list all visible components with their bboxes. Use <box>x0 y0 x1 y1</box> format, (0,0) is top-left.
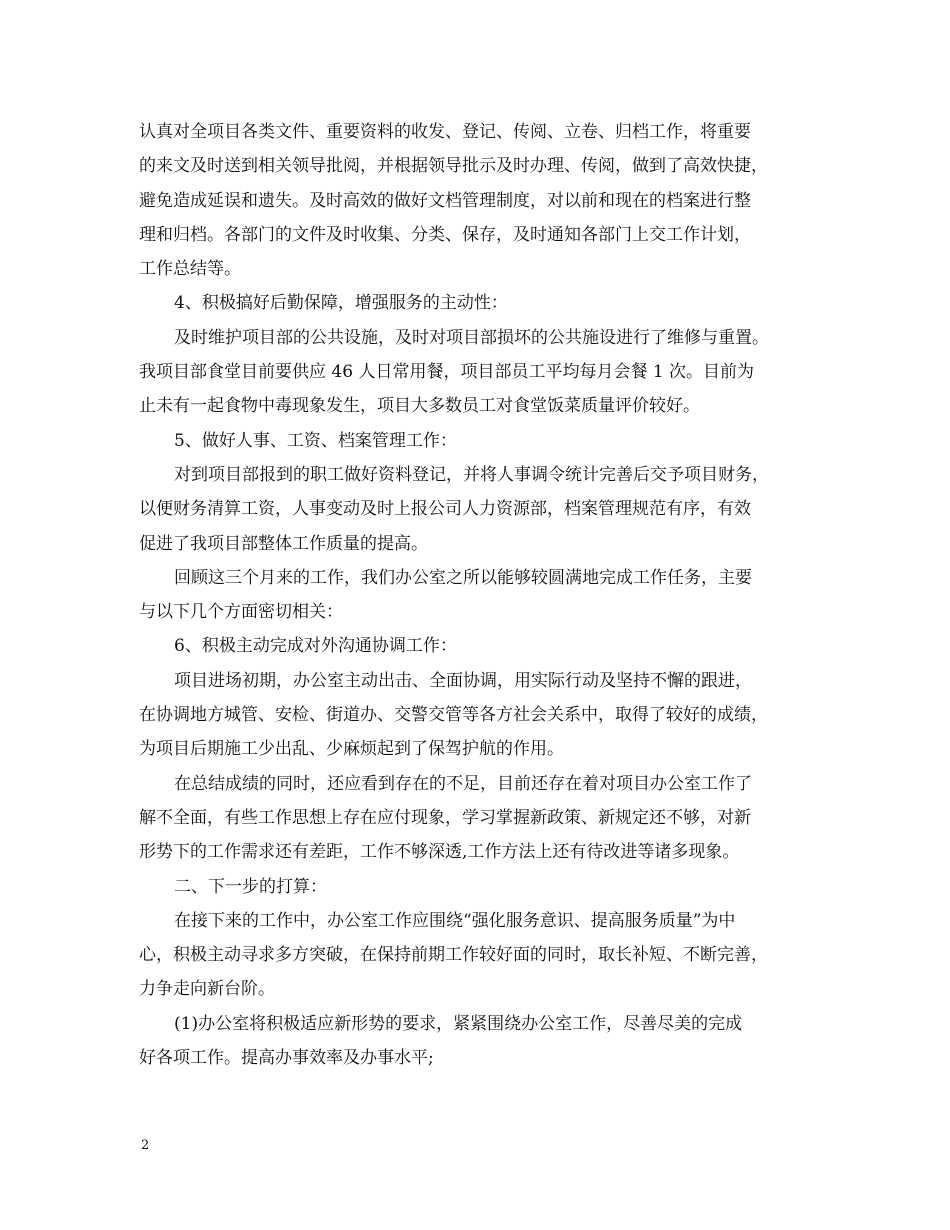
text-line: 的来文及时送到相关领导批阅，并根据领导批示及时办理、传阅，做到了高效快捷， <box>139 156 768 177</box>
text-line: 在总结成绩的同时，还应看到存在的不足，目前还存在着对项目办公室工作了 <box>174 773 752 794</box>
text-line: 以便财务清算工资，人事变动及时上报公司人力资源部，档案管理规范有序，有效 <box>139 499 751 520</box>
text-line: 在协调地方城管、安检、街道办、交警交管等各方社会关系中，取得了较好的成绩， <box>139 705 768 726</box>
text-line: 与以下几个方面密切相关： <box>139 602 343 623</box>
text-line: 解不全面，有些工作思想上存在应付现象，学习掌握新政策、新规定还不够，对新 <box>139 807 751 828</box>
text-line: 为项目后期施工少出乱、少麻烦起到了保驾护航的作用。 <box>139 739 564 760</box>
text-line: 及时维护项目部的公共设施，及时对项目部损坏的公共施设进行了维修与重置。 <box>174 327 769 348</box>
text-line: 好各项工作。提高办事效率及办事水平; <box>139 1048 434 1069</box>
document-body <box>139 115 819 1075</box>
text-line: 我项目部食堂目前要供应 46 人日常用餐，项目部员工平均每月会餐 1 次。目前为 <box>139 362 755 383</box>
text-line: 避免造成延误和遗失。及时高效的做好文档管理制度，对以前和现在的档案进行整 <box>139 190 751 211</box>
text-line: 心，积极主动寻求多方突破，在保持前期工作较好面的同时，取长补短、不断完善， <box>139 945 768 966</box>
text-line: (1)办公室将积极适应新形势的要求，紧紧围绕办公室工作，尽善尽美的完成 <box>174 1013 743 1034</box>
text-line: 4、积极搞好后勤保障，增强服务的主动性： <box>174 293 508 314</box>
text-line: 5、做好人事、工资、档案管理工作： <box>174 430 457 451</box>
text-line: 止未有一起食物中毒现象发生，项目大多数员工对食堂饭菜质量评价较好。 <box>139 396 700 417</box>
text-line: 认真对全项目各类文件、重要资料的收发、登记、传阅、立卷、归档工作，将重要 <box>139 122 751 142</box>
text-line: 6、积极主动完成对外沟通协调工作： <box>174 636 457 657</box>
text-line: 形势下的工作需求还有差距，工作不够深透,工作方法上还有待改进等诸多现象。 <box>139 842 740 863</box>
text-line: 项目进场初期，办公室主动出击、全面协调，用实际行动及坚持不懈的跟进， <box>174 670 752 691</box>
page-number: 2 <box>141 1138 150 1153</box>
text-line: 工作总结等。 <box>139 259 241 280</box>
text-line: 对到项目部报到的职工做好资料登记，并将人事调令统计完善后交予项目财务， <box>174 464 769 485</box>
text-line: 理和归档。各部门的文件及时收集、分类、保存，及时通知各部门上交工作计划， <box>139 224 751 245</box>
text-line: 促进了我项目部整体工作质量的提高。 <box>139 533 428 554</box>
text-line: 回顾这三个月来的工作，我们办公室之所以能够较圆满地完成工作任务，主要 <box>174 567 752 588</box>
text-line: 在接下来的工作中，办公室工作应围绕“强化服务意识、提高服务质量”为中 <box>174 910 736 931</box>
text-line: 二、下一步的打算： <box>174 876 327 897</box>
text-line: 力争走向新台阶。 <box>139 979 275 1000</box>
